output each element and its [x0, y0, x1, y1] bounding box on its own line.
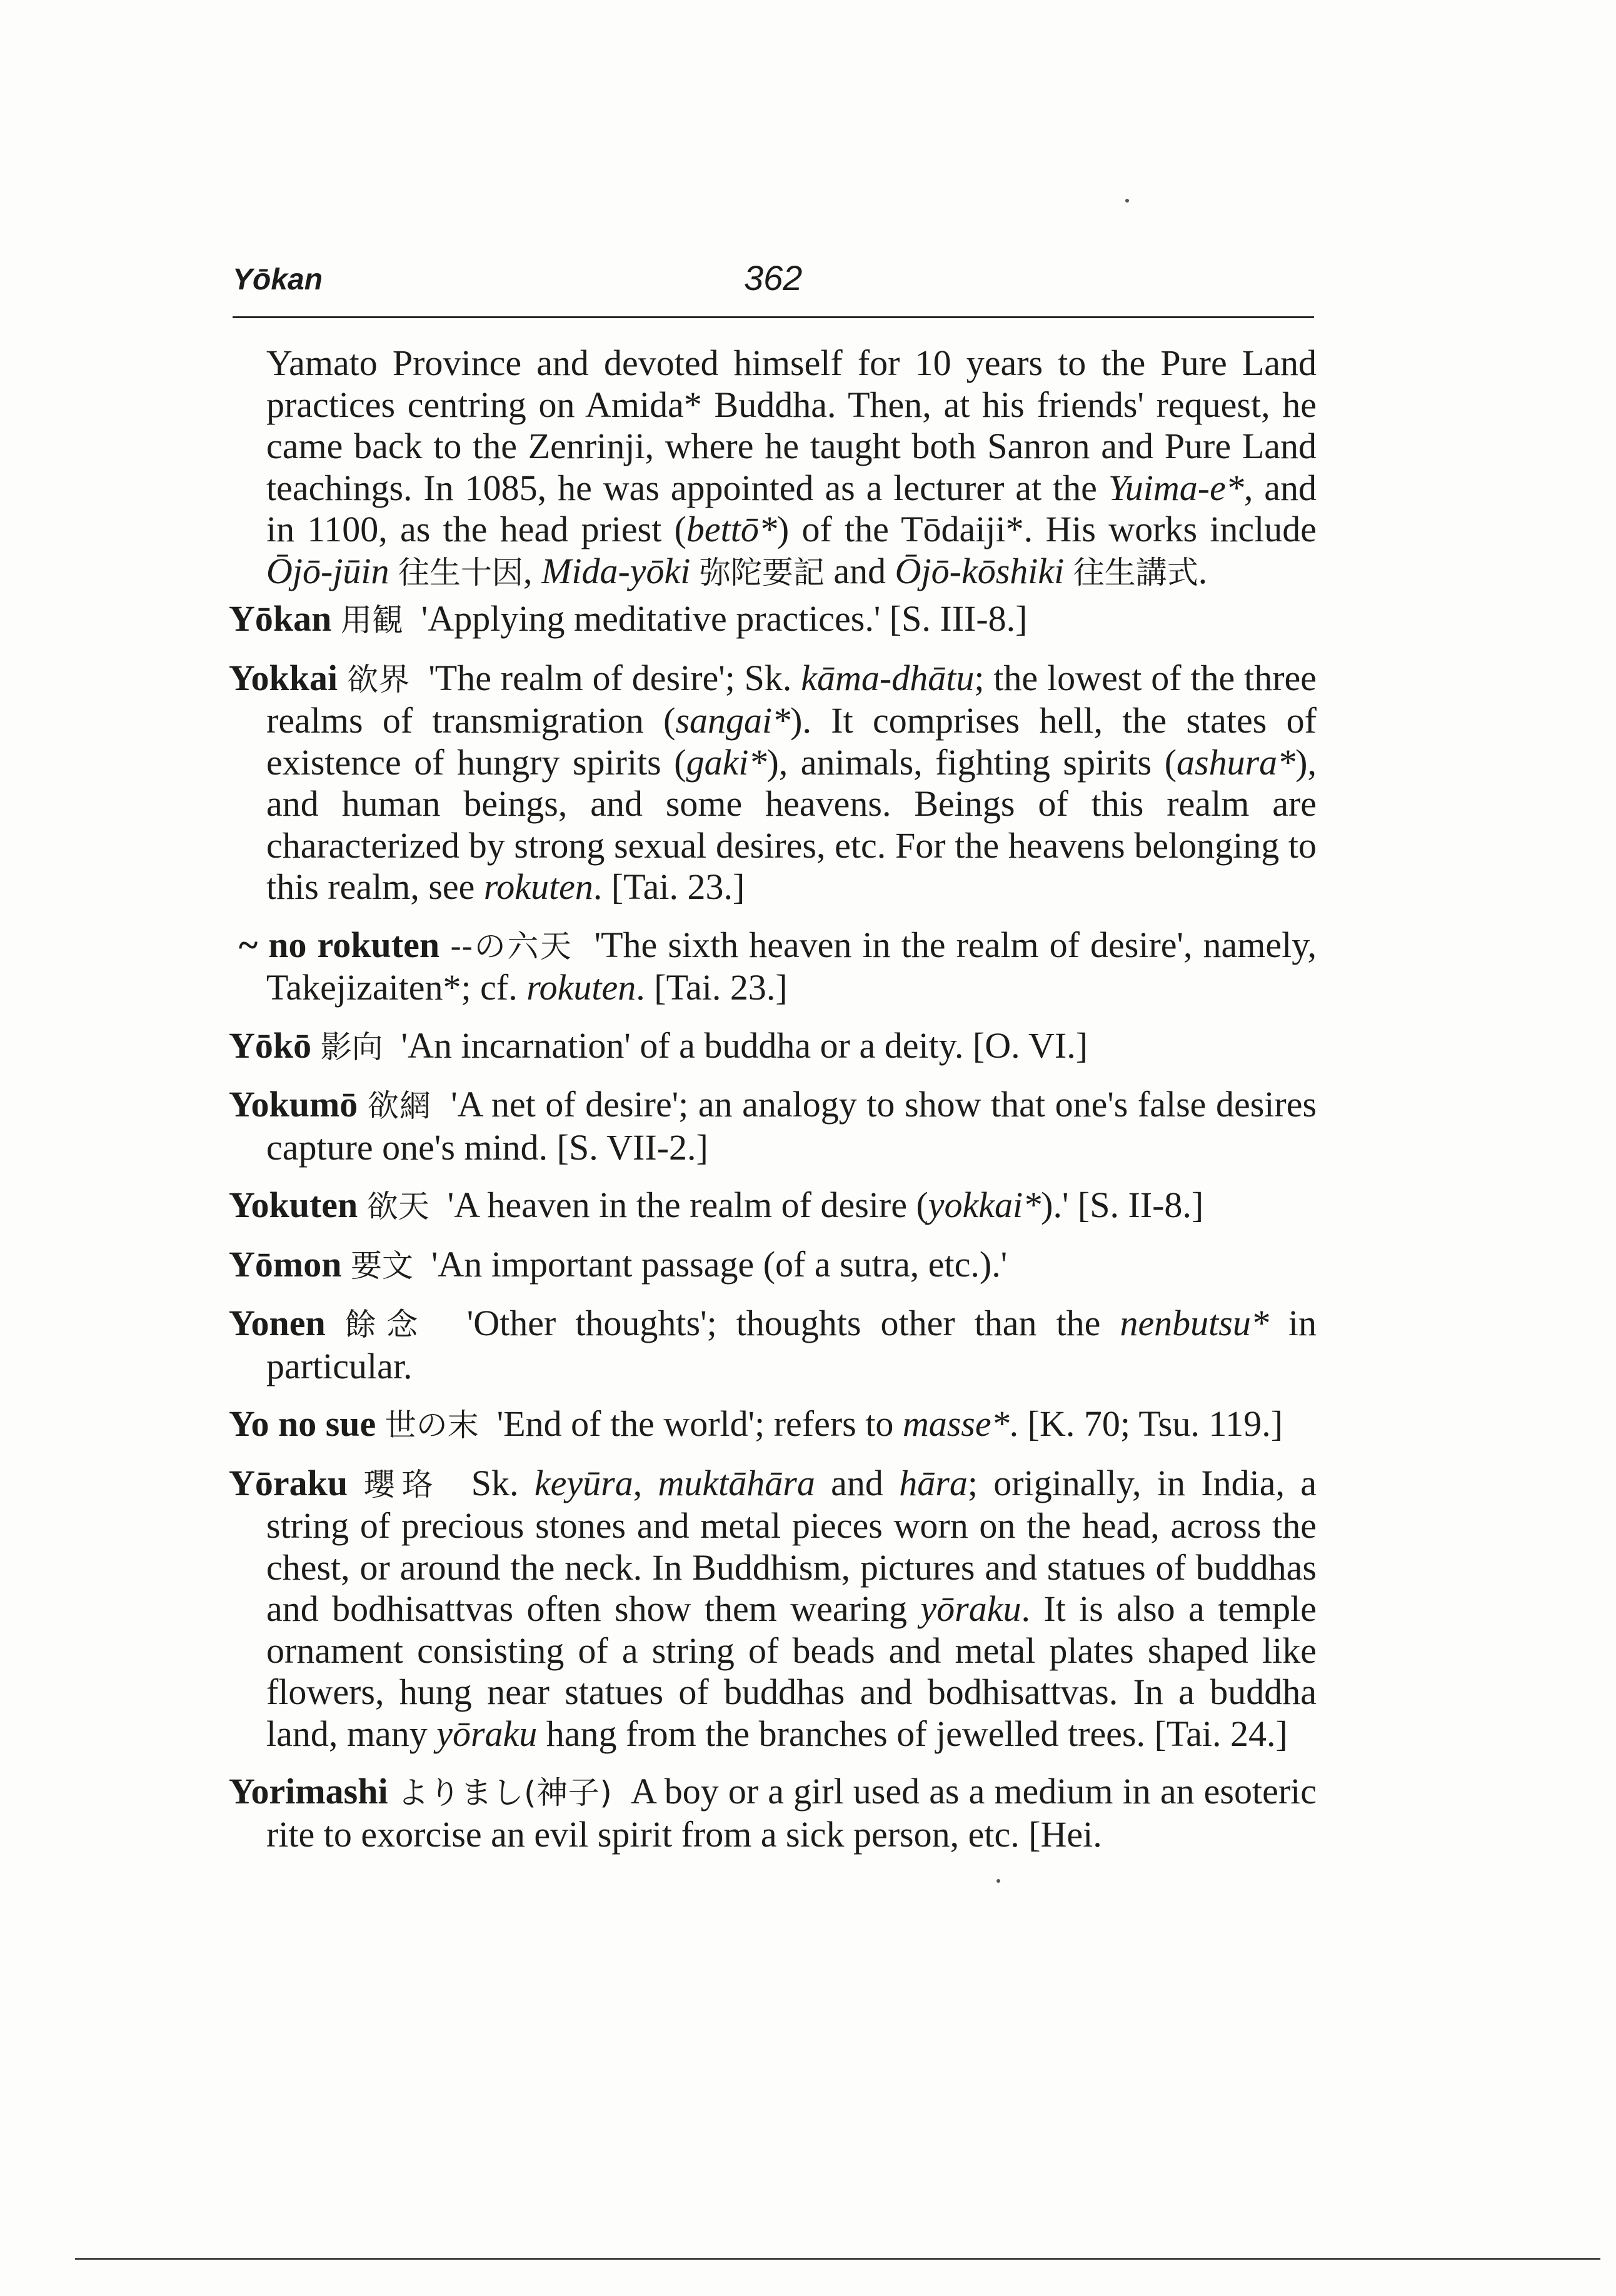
entry-yokuten: Yokuten 欲天 'A heaven in the realm of desire (yokkai*).' [S. II-8.]	[229, 1185, 1204, 1225]
entry-no-rokuten: ~ no rokuten --の六天 'The sixth heaven in the realm of desire', namely, Takejizaiten*; cf. rokuten. [Tai. 23.]	[239, 924, 1317, 1008]
dictionary-body	[229, 343, 1317, 1872]
entry-kanji: 影向	[320, 1028, 383, 1065]
entry-yoko: Yōkō 影向 'An incarnation' of a buddha or a deity. [O. VI.]	[229, 1025, 1088, 1066]
entry-headword: Yōkan	[229, 598, 332, 639]
entry-headword: Yokuten	[229, 1185, 358, 1225]
page-number: 362	[744, 258, 803, 298]
scan-speck	[996, 1879, 1000, 1883]
entry-kanji: よりまし(神子)	[397, 1775, 612, 1811]
entry-yo-no-sue: Yo no sue 世の末 'End of the world'; refers to masse*. [K. 70; Tsu. 119.]	[229, 1403, 1283, 1444]
entry-headword: Yo no sue	[229, 1403, 376, 1444]
running-head-title: Yōkan	[233, 263, 323, 296]
entry-kanji: 欲界	[346, 661, 410, 698]
continuation-paragraph: Yamato Province and devoted himself for 10 years to the Pure Land practices centring on Amida* Buddha. Then, at his friends' request, he came back to the Zenrinji, where he taught both Sanron and Pure Land teachings. In 1085, he was appointed as a lecturer at the Yuima-e*, and in 1100, as the head priest (bettō*) of the Tōdaiji*. His works include Ōjō-jūin 往生十因, Mida-yōki 弥陀要記 and Ōjō-kōshiki 往生講式.	[266, 343, 1317, 591]
entry-headword: Yokumō	[229, 1084, 358, 1125]
entry-kanji: --の六天	[450, 928, 573, 965]
entry-headword: ~ no rokuten	[239, 924, 440, 965]
entry-headword: Yōraku	[229, 1462, 348, 1503]
entry-headword: Yokkai	[229, 657, 338, 698]
entry-kanji: 欲天	[366, 1188, 429, 1225]
entry-kanji: 世の末	[384, 1407, 479, 1443]
entry-headword: Yonen	[229, 1303, 326, 1343]
entry-kanji: 瓔珞	[363, 1466, 440, 1503]
header-rule	[233, 316, 1314, 318]
footer-rule	[75, 2258, 1600, 2260]
entry-kanji: 欲網	[367, 1088, 432, 1124]
entry-yokkai: Yokkai 欲界 'The realm of desire'; Sk. kāma-dhātu; the lowest of the three realms of transmigration (sangai*). It comprises hell, the states of existence of hungry spirits (gaki*), animals, fighting spirits (ashura*), and human beings, and some heavens. Beings of this realm are characterized by strong sexual desires, etc. For the heavens belonging to this realm, see rokuten. [Tai. 23.]	[229, 657, 1317, 907]
entry-kanji: 用観	[340, 602, 403, 638]
entry-yokumo: Yokumō 欲網 'A net of desire'; an analogy to show that one's false desires capture one's mind. [S. VII-2.]	[229, 1084, 1317, 1168]
entry-headword: Yōmon	[229, 1243, 342, 1285]
entry-headword: Yōkō	[229, 1025, 312, 1066]
entry-headword: Yorimashi	[229, 1771, 388, 1812]
entry-yorimashi: Yorimashi よりまし(神子) A boy or a girl used as a medium in an esoteric rite to exorcise an evil spirit from a sick person, etc. [Hei.	[229, 1771, 1317, 1855]
entry-yonen: Yonen 餘念 'Other thoughts'; thoughts other than the nenbutsu* in particular.	[229, 1303, 1317, 1386]
entry-yoraku: Yōraku 瓔珞 Sk. keyūra, muktāhāra and hāra; originally, in India, a string of precious stones and metal pieces worn on the head, across the chest, or around the neck. In Buddhism, pictures and statues of buddhas and bodhisattvas often show them wearing yōraku. It is also a temple ornament consisting of a string of beads and metal plates shaped like flowers, hung near statues of buddhas and bodhisattvas. In a buddha land, many yōraku hang from the branches of jewelled trees. [Tai. 24.]	[229, 1462, 1317, 1754]
scan-speck	[1125, 199, 1129, 203]
entry-yokan: Yōkan 用観 'Applying meditative practices.' [S. III-8.]	[229, 598, 1028, 639]
entry-kanji: 餘念	[344, 1306, 428, 1343]
entry-kanji: 要文	[350, 1247, 413, 1284]
entry-yomon: Yōmon 要文 'An important passage (of a sutra, etc.).'	[229, 1243, 1008, 1285]
